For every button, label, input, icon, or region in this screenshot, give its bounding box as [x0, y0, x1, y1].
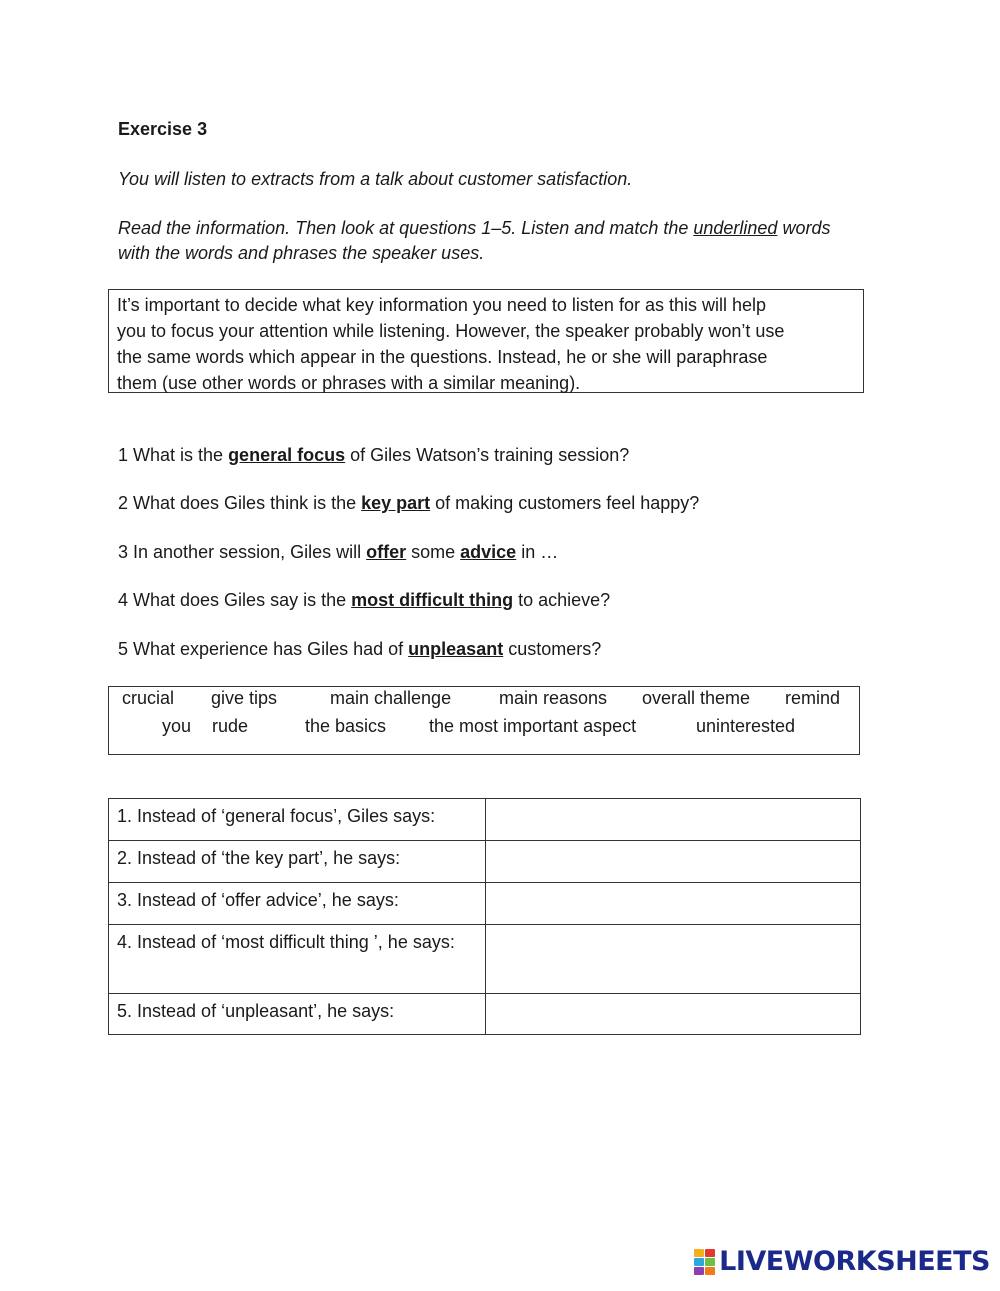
- word-bank-item[interactable]: the most important aspect: [429, 716, 637, 736]
- instructions-text: [118, 216, 848, 266]
- question-text: in …: [516, 542, 559, 562]
- intro-text: You will listen to extracts from a talk about customer satisfaction.: [118, 169, 633, 189]
- question-keyword: offer: [366, 542, 407, 562]
- answer-label: 5. Instead of ‘unpleasant’, he says:: [109, 994, 486, 1035]
- answer-input-cell[interactable]: [485, 841, 860, 883]
- question-keyword: most difficult thing: [351, 590, 514, 610]
- word-bank-item[interactable]: overall theme: [642, 688, 751, 708]
- table-row: [109, 994, 861, 1035]
- tip-box: [108, 289, 864, 393]
- question-text: 1 What is the: [118, 445, 229, 465]
- tip-line: you to focus your attention while listening. However, the speaker probably won’t use: [117, 321, 785, 341]
- question-keyword: unpleasant: [408, 639, 504, 659]
- instructions-part-1: Read the information. Then look at questions 1–5. Listen and match the: [118, 218, 694, 238]
- answer-input-cell[interactable]: [485, 883, 860, 925]
- table-row: [109, 799, 861, 841]
- answer-input-cell[interactable]: [485, 799, 860, 841]
- logo-block: [705, 1249, 715, 1257]
- question-text: of Giles Watson’s training session?: [345, 445, 630, 465]
- word-bank-item[interactable]: main challenge: [330, 688, 452, 708]
- word-bank: [108, 686, 860, 755]
- word-bank-item[interactable]: the basics: [305, 716, 387, 736]
- answer-label: 2. Instead of ‘the key part’, he says:: [109, 841, 486, 883]
- word-bank-item[interactable]: you: [162, 716, 192, 736]
- answer-input-cell[interactable]: [485, 994, 860, 1035]
- question-4: [118, 590, 610, 611]
- question-text: some: [406, 542, 461, 562]
- exercise-title: Exercise 3: [118, 119, 208, 139]
- answer-label: 1. Instead of ‘general focus’, Giles says:: [109, 799, 486, 841]
- question-text: 4 What does Giles say is the: [118, 590, 352, 610]
- table-row: [109, 841, 861, 883]
- logo-blocks-icon: [694, 1249, 715, 1275]
- table-row: [109, 883, 861, 925]
- question-text: 3 In another session, Giles will: [118, 542, 367, 562]
- logo-block: [705, 1258, 715, 1266]
- logo-block: [705, 1267, 715, 1275]
- instructions-underlined-word: underlined: [693, 218, 778, 238]
- question-keyword: general focus: [228, 445, 346, 465]
- answer-table: [108, 798, 861, 1035]
- answer-label: 4. Instead of ‘most difficult thing ’, he says:: [109, 925, 486, 994]
- question-1: [118, 445, 629, 466]
- question-text: customers?: [503, 639, 602, 659]
- question-text: 5 What experience has Giles had of: [118, 639, 409, 659]
- word-bank-item[interactable]: main reasons: [499, 688, 608, 708]
- word-bank-item[interactable]: remind: [785, 688, 841, 708]
- liveworksheets-logo: [694, 1246, 990, 1277]
- tip-line: them (use other words or phrases with a similar meaning).: [117, 373, 581, 393]
- question-keyword: advice: [460, 542, 517, 562]
- question-5: [118, 639, 601, 660]
- logo-text: LIVEWORKSHEETS: [719, 1246, 990, 1277]
- instructions-part-2: words with the words and phrases the speaker uses.: [118, 218, 831, 263]
- word-bank-item[interactable]: give tips: [211, 688, 278, 708]
- answer-label: 3. Instead of ‘offer advice’, he says:: [109, 883, 486, 925]
- word-bank-item[interactable]: crucial: [122, 688, 175, 708]
- word-bank-item[interactable]: uninterested: [696, 716, 796, 736]
- question-text: 2 What does Giles think is the: [118, 493, 362, 513]
- logo-block: [694, 1249, 704, 1257]
- logo-block: [694, 1267, 704, 1275]
- question-text: of making customers feel happy?: [430, 493, 700, 513]
- question-2: [118, 493, 699, 514]
- question-keyword: key part: [361, 493, 431, 513]
- word-bank-item[interactable]: rude: [212, 716, 249, 736]
- logo-block: [694, 1258, 704, 1266]
- answer-input-cell[interactable]: [485, 925, 860, 994]
- question-3: [118, 542, 558, 563]
- question-text: to achieve?: [513, 590, 611, 610]
- tip-line: It’s important to decide what key information you need to listen for as this will help: [117, 295, 767, 315]
- table-row: [109, 925, 861, 994]
- tip-line: the same words which appear in the questions. Instead, he or she will paraphrase: [117, 347, 768, 367]
